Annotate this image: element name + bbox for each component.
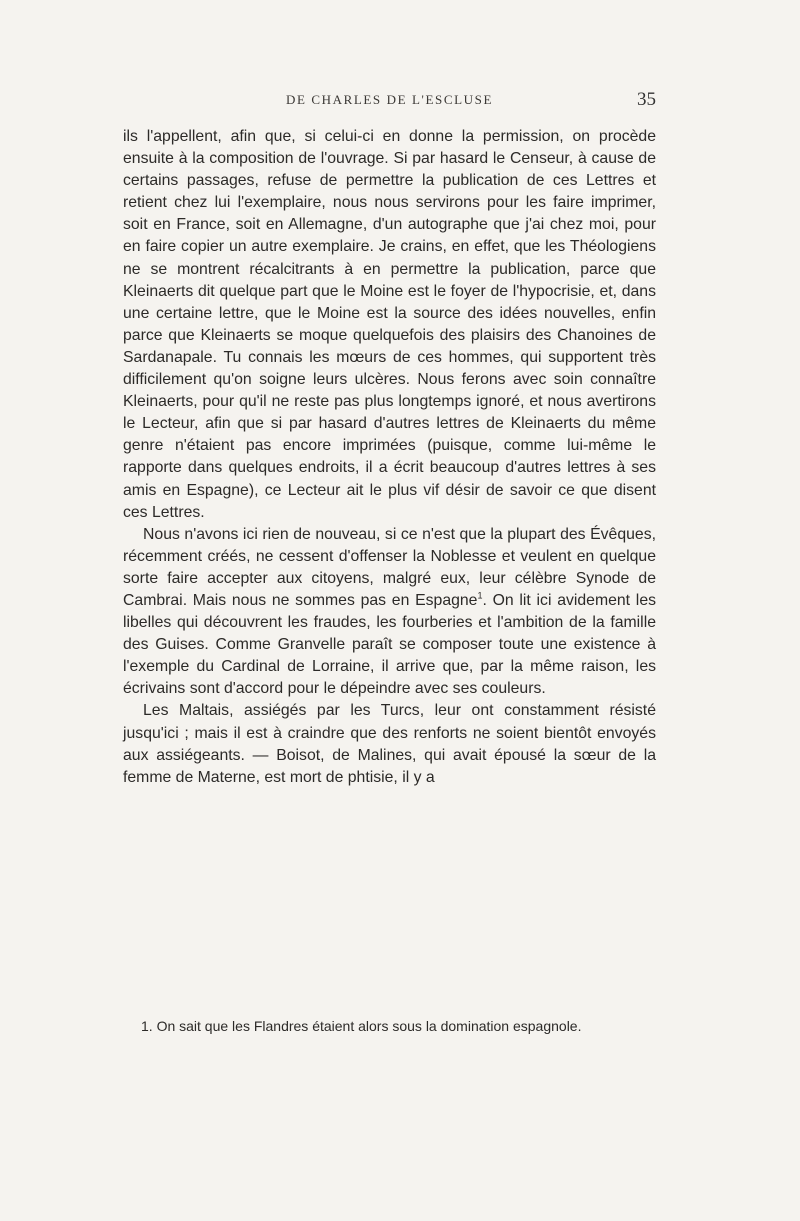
running-head bbox=[123, 89, 656, 114]
paragraph-2 bbox=[123, 524, 656, 701]
body-text bbox=[123, 126, 656, 789]
paragraph-1: ils l'appellent, afin que, si celui-ci en donne la permission, on procède ensuite à la composition de l'ouvrage. Si par hasard le Censeur, à cause de certains passages, refuse de permettre la publication de ces Lettres et retient chez lui l'exemplaire, nous nous servirons pour les faire imprimer, soit en France, soit en Allemagne, d'un autographe que j'ai chez moi, pour en faire copier un autre exemplaire. Je crains, en effet, que les Théologiens ne se montrent récalcitrants à en permettre la publication, parce que Kleinaerts dit quelque part que le Moine est le foyer de l'hypocrisie, et, dans une certaine lettre, que le Moine est la source des idées nouvelles, enfin parce que Kleinaerts se moque quelquefois des plaisirs des Chanoines de Sardanapale. Tu connais les mœurs de ces hommes, qui supportent très difficilement qu'on soigne leurs ulcères. Nous ferons avec soin connaître Kleinaerts, pour qu'il ne reste pas plus longtemps ignoré, et nous avertirons le Lecteur, afin que si par hasard d'autres lettres de Kleinaerts du même genre n'étaient pas encore imprimées (puisque, comme lui-même le rapporte dans quelques endroits, il a écrit beaucoup d'autres lettres à ses amis en Espagne), ce Lecteur ait le plus vif désir de savoir ce que disent ces Lettres. bbox=[123, 128, 656, 521]
paragraph-3: Les Maltais, assiégés par les Turcs, leur ont constamment résisté jusqu'ici ; mais il est à craindre que des renforts ne soient bientôt envoyés aux assiégeants. — Boisot, de Malines, qui avait épousé la sœur de la femme de Materne, est mort de phtisie, il y a bbox=[123, 702, 656, 786]
paragraph-2-continuation: . On lit ici avidement les libelles qui découvrent les fraudes, les fourberies et l'ambition de la famille des Guises. Comme Granvelle paraît se composer toute une existence à l'exemple du Cardinal de Lorraine, il arrive que, par la même raison, les écrivains sont d'accord pour le dépeindre avec ses couleurs. bbox=[123, 591, 656, 698]
running-title: DE CHARLES DE L'ESCLUSE bbox=[285, 92, 494, 107]
paragraph-2-text: Nous n'avons ici rien de nouveau, si ce n'est que la plupart des Évêques, récemment créés, ne cessent d'offenser la Noblesse et veulent en quelque sorte faire accepter aux citoyens, malgré eux, leur célèbre Synode de Cambrai. Mais nous ne sommes pas en Espagne bbox=[123, 525, 656, 609]
footnotes bbox=[123, 1016, 656, 1036]
footnote-1: 1. On sait que les Flandres étaient alors sous la domination espagnole. bbox=[141, 1018, 582, 1034]
footnote-reference: 1 bbox=[477, 590, 483, 601]
page-number: 35 bbox=[637, 89, 656, 110]
